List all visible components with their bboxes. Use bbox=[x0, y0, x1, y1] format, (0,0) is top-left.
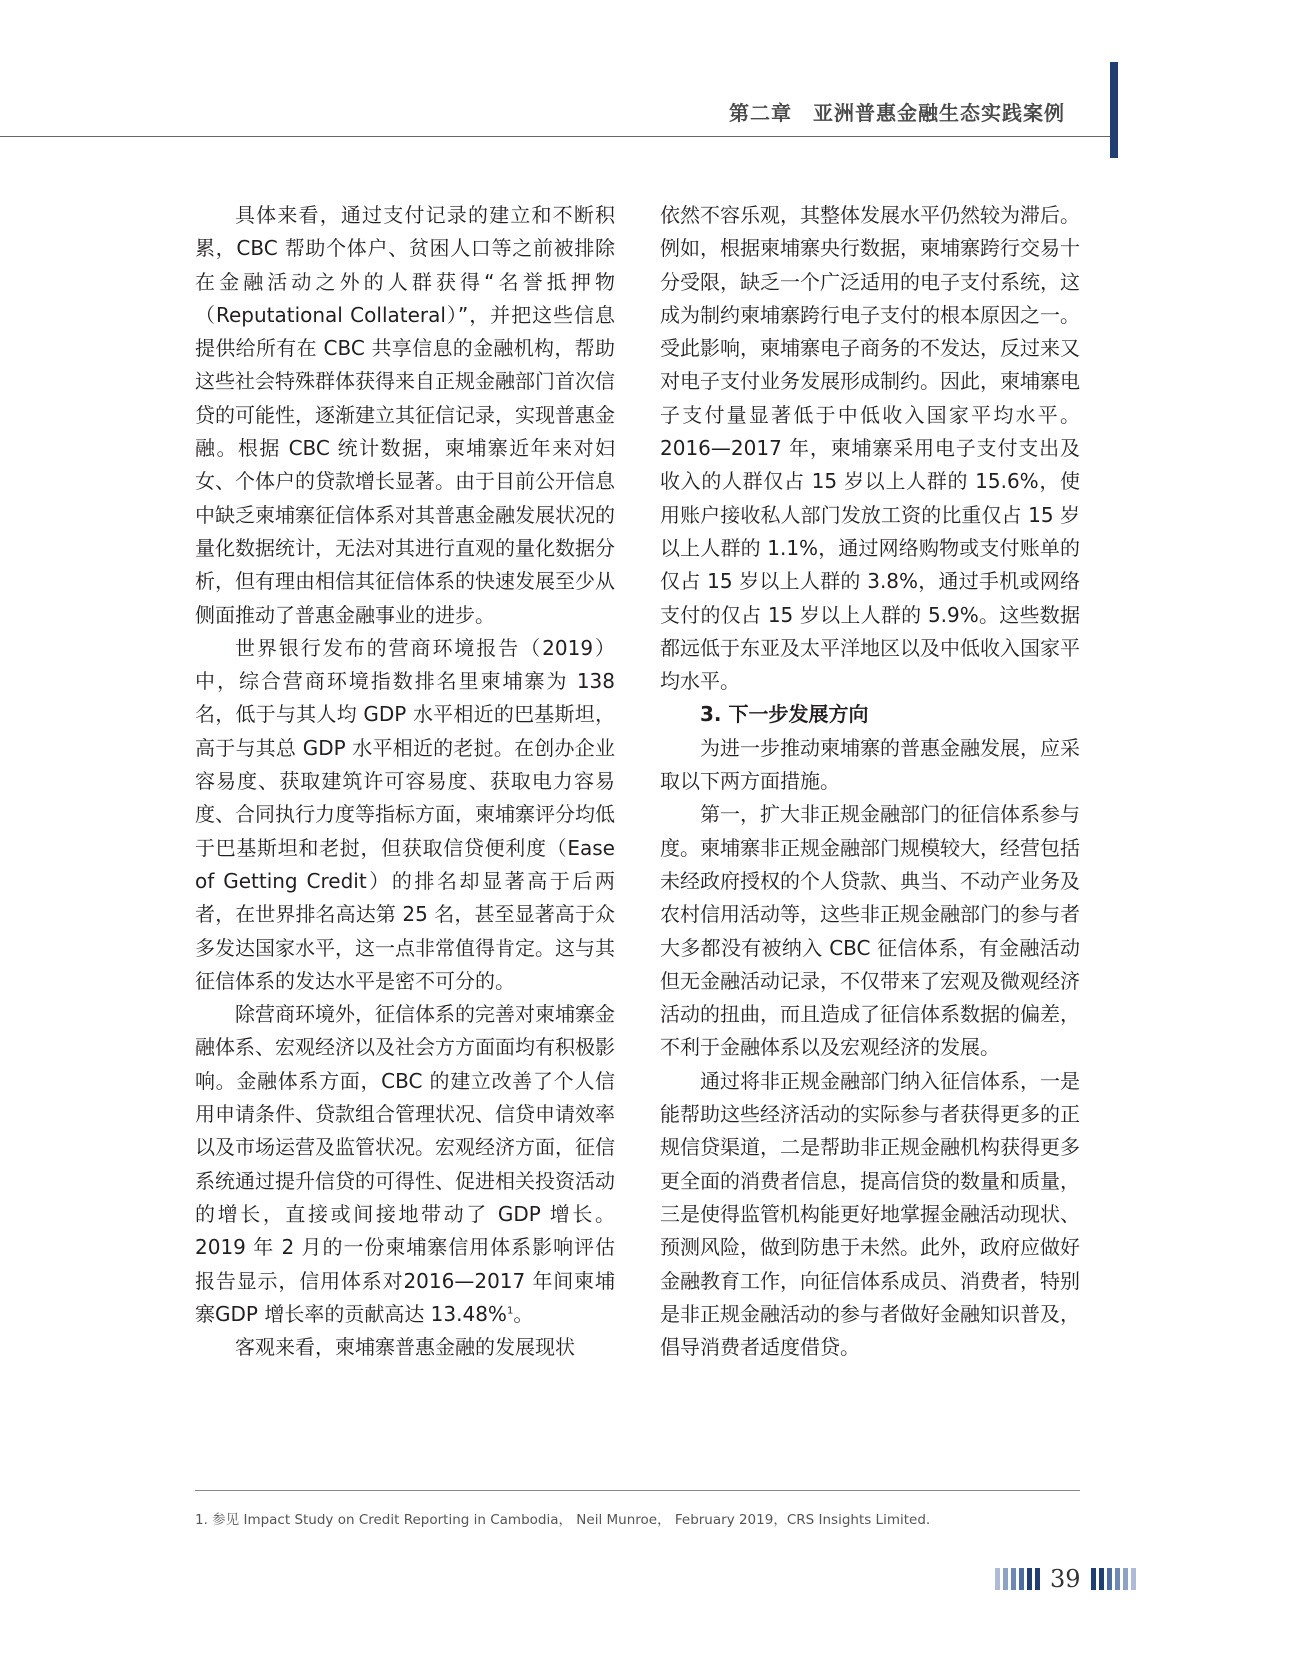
page-footer bbox=[995, 1566, 1165, 1592]
header-accent-bar bbox=[1110, 62, 1118, 158]
footnote-reference[interactable]: 1 bbox=[506, 1305, 514, 1317]
footnote-divider bbox=[195, 1490, 1080, 1491]
right-stripe-decoration bbox=[1091, 1568, 1136, 1590]
body-paragraph: 通过将非正规金融部门纳入征信体系，一是能帮助这些经济活动的实际参与者获得更多的正规信贷渠道，二是帮助非正规金融机构获得更多更全面的消费者信息，提高信贷的数量和质量，三是使得监管机构能更好地掌握金融活动现状、预测风险，做到防患于未然。此外，政府应做好金融教育工作，向征信体系成员、消费者，特别是非正规金融活动的参与者做好金融知识普及，倡导消费者适度借贷。 bbox=[660, 1068, 1080, 1360]
footnote: 1. 参见 Impact Study on Credit Reporting in Cambodia， Neil Munroe， February 2019，CRS Insights Limited. bbox=[195, 1512, 931, 1528]
body-paragraph: 第一，扩大非正规金融部门的征信体系参与度。柬埔寨非正规金融部门规模较大，经营包括未经政府授权的个人贷款、典当、不动产业务及农村信用活动等，这些非正规金融部门的参与者大多都没有被纳入 CBC 征信体系，有金融活动但无金融活动记录，不仅带来了宏观及微观经济活动的扭曲，而且造成了征信体系数据的偏差，不利于金融体系以及宏观经济的发展。 bbox=[660, 802, 1080, 1060]
left-column bbox=[195, 199, 615, 1364]
chapter-header: 第二章 亚洲普惠金融生态实践案例 bbox=[729, 101, 1065, 125]
header-divider bbox=[0, 136, 1118, 137]
body-paragraph bbox=[195, 998, 615, 1331]
body-paragraph: 为进一步推动柬埔寨的普惠金融发展，应采取以下两方面措施。 bbox=[660, 735, 1080, 794]
body-paragraph: 依然不容乐观，其整体发展水平仍然较为滞后。例如，根据柬埔寨央行数据，柬埔寨跨行交易十分受限，缺乏一个广泛适用的电子支付系统，这成为制约柬埔寨跨行电子支付的根本原因之一。受此影响，柬埔寨电子商务的不发达，反过来又对电子支付业务发展形成制约。因此，柬埔寨电子支付量显著低于中低收入国家平均水平。2016—2017 年，柬埔寨采用电子支付支出及收入的人群仅占 15 岁以上人群的 15.6%，使用账户接收私人部门发放工资的比重仅占 15 岁以上人群的 1.1%，通过网络购物或支付账单的仅占 15 岁以上人群的 3.8%，通过手机或网络支付的仅占 15 岁以上人群的 5.9%。这些数据都远低于东亚及太平洋地区以及中低收入国家平均水平。 bbox=[660, 203, 1080, 694]
body-paragraph: 客观来看，柬埔寨普惠金融的发展现状 bbox=[235, 1335, 575, 1360]
body-paragraph: 具体来看，通过支付记录的建立和不断积累，CBC 帮助个体户、贫困人口等之前被排除在金融活动之外的人群获得“名誉抵押物（Reputational Collateral）”，并把这些信息提供给所有在 CBC 共享信息的金融机构，帮助这些社会特殊群体获得来自正规金融部门首次信贷的可能性，逐渐建立其征信记录，实现普惠金融。根据 CBC 统计数据，柬埔寨近年来对妇女、个体户的贷款增长显著。由于目前公开信息中缺乏柬埔寨征信体系对其普惠金融发展状况的量化数据统计，无法对其进行直观的量化数据分析，但有理由相信其征信体系的快速发展至少从侧面推动了普惠金融事业的进步。 bbox=[195, 203, 615, 627]
paragraph-end-punctuation: 。 bbox=[513, 1301, 534, 1326]
paragraph-text: 除营商环境外，征信体系的完善对柬埔寨金融体系、宏观经济以及社会方方面面均有积极影响。金融体系方面，CBC 的建立改善了个人信用申请条件、贷款组合管理状况、信贷申请效率以及市场运营及监管状况。宏观经济方面，征信系统通过提升信贷的可得性、促进相关投资活动的增长，直接或间接地带动了 GDP 增长。2019 年 2 月的一份柬埔寨信用体系影响评估报告显示，信用体系对2016—2017 年间柬埔寨GDP 增长率的贡献高达 13.48% bbox=[195, 1002, 615, 1326]
page-number: 39 bbox=[1050, 1565, 1081, 1593]
section-heading: 3. 下一步发展方向 bbox=[700, 702, 869, 727]
right-column bbox=[660, 199, 1080, 1364]
body-paragraph: 世界银行发布的营商环境报告（2019）中，综合营商环境指数排名里柬埔寨为 138 名，低于与其人均 GDP 水平相近的巴基斯坦，高于与其总 GDP 水平相近的老挝。在创办企业容易度、获取建筑许可容易度、获取电力容易度、合同执行力度等指标方面，柬埔寨评分均低于巴基斯坦和老挝，但获取信贷便利度（Ease of Getting Credit）的排名却显著高于后两者，在世界排名高达第 25 名，甚至显著高于众多发达国家水平，这一点非常值得肯定。这与其征信体系的发达水平是密不可分的。 bbox=[195, 635, 615, 993]
left-stripe-decoration bbox=[995, 1568, 1040, 1590]
